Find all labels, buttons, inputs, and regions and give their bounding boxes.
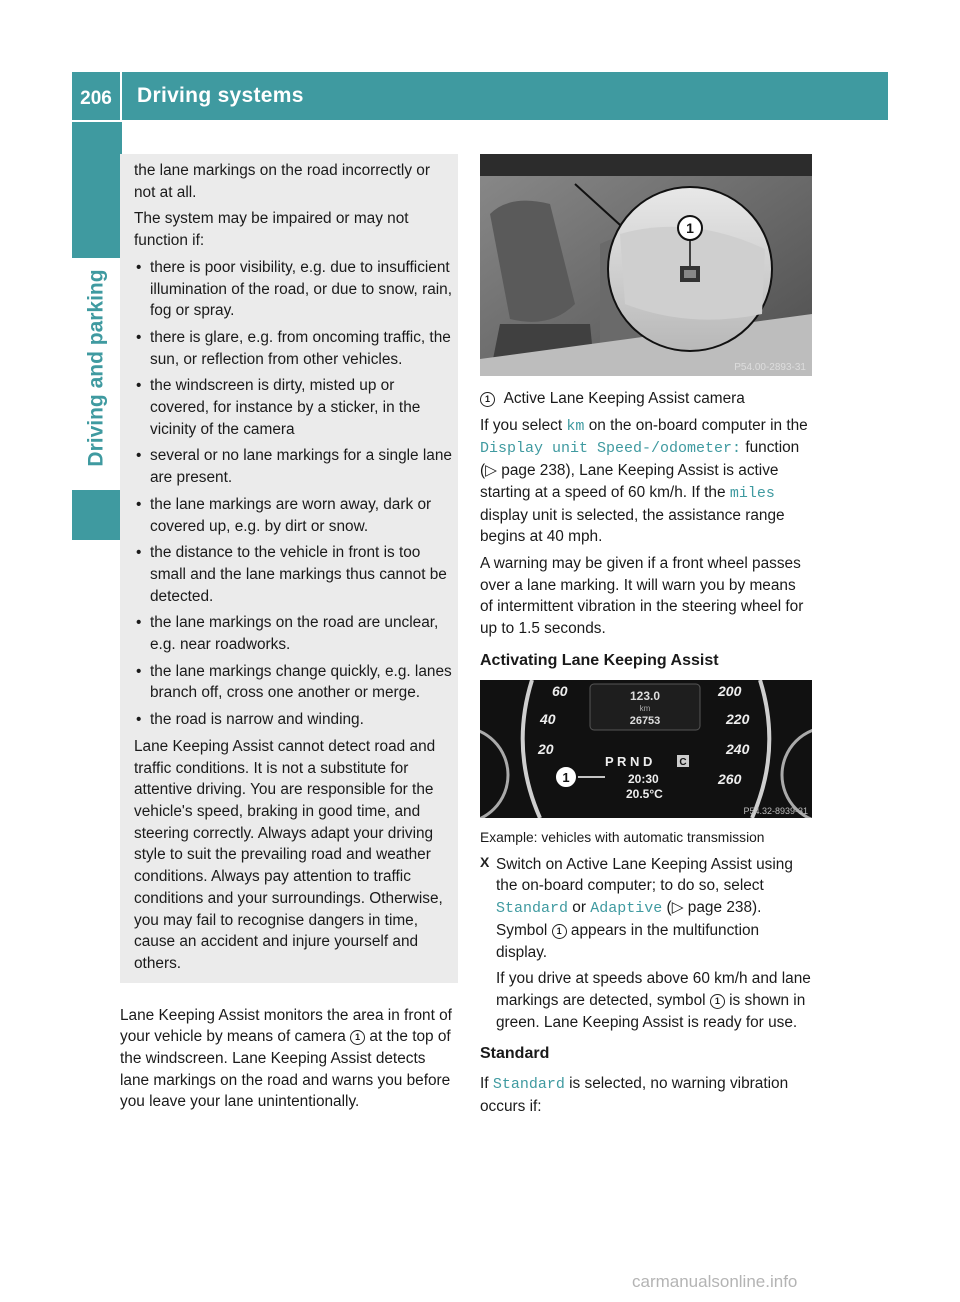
- list-item: • the distance to the vehicle in front is too small and the lane markings thus cannot be detected.: [134, 542, 452, 607]
- page-number: 206: [72, 72, 122, 120]
- svg-text:200: 200: [718, 682, 742, 699]
- list-item: • the road is narrow and winding.: [134, 709, 452, 731]
- page-ref-icon: ▷: [671, 899, 684, 917]
- svg-text:km: km: [639, 703, 651, 713]
- svg-text:240: 240: [726, 740, 750, 757]
- svg-text:220: 220: [726, 710, 750, 727]
- chapter-marker: [72, 490, 122, 540]
- svg-text:20.5°C: 20.5°C: [626, 786, 663, 801]
- body-paragraph: A warning may be given if a front wheel passes over a lane marking. It will warn you by means of intermittent vibration in the steering wheel for up to 1.5 seconds.: [480, 554, 804, 638]
- list-item: • the lane markings are worn away, dark or covered up, e.g. by dirt or snow.: [134, 494, 452, 537]
- right-column: [480, 154, 812, 1123]
- svg-text:P54.32-8939-31: P54.32-8939-31: [743, 805, 808, 816]
- instrument-cluster-photo: [480, 680, 812, 818]
- svg-text:20: 20: [538, 740, 554, 757]
- page-header: [72, 72, 888, 120]
- list-item: • the lane markings change quickly, e.g. lanes branch off, cross one another or merge.: [134, 661, 452, 704]
- svg-text:26753: 26753: [629, 714, 661, 727]
- figure-caption: 1 Active Lane Keeping Assist camera: [480, 388, 812, 410]
- callout-1-icon: 1: [552, 924, 567, 939]
- svg-text:1: 1: [562, 769, 570, 785]
- left-column: [120, 154, 458, 1118]
- heading-standard: Standard: [480, 1045, 550, 1063]
- list-item: • there is glare, e.g. from oncoming traffic, the sun, or reflection from other vehicles.: [134, 327, 452, 370]
- list-item: • there is poor visibility, e.g. due to insufficient illumination of the road, or due to snow, rain, fog or spray.: [134, 257, 452, 322]
- section-title: Driving systems: [137, 84, 304, 107]
- page-ref-icon: ▷: [485, 462, 497, 480]
- list-item: • several or no lane markings for a single lane are present.: [134, 445, 452, 488]
- heading-activating: Activating Lane Keeping Assist: [480, 651, 719, 669]
- step-text: If you drive at speeds above 60 km/h and lane markings are detected, symbol 1 is shown in green. Lane Keeping Assist is ready for use.: [496, 970, 811, 1031]
- callout-1-icon: 1: [480, 392, 495, 407]
- svg-text:20:30: 20:30: [628, 771, 659, 786]
- callout-1-icon: 1: [710, 994, 725, 1009]
- body-paragraph: If Standard is selected, no warning vibration occurs if:: [480, 1075, 789, 1116]
- cluster-illustration: [480, 680, 812, 818]
- list-item: • the windscreen is dirty, misted up or covered, for instance by a sticker, in the vicinity of the camera: [134, 375, 452, 440]
- svg-text:260: 260: [718, 770, 742, 787]
- note-paragraph: The system may be impaired or may not function if:: [134, 210, 409, 250]
- photo-callout-1: 1: [686, 220, 694, 236]
- body-paragraph: Lane Keeping Assist monitors the area in front of your vehicle by means of camera 1 at the top of the windscreen. Lane Keeping Assist detects lane markings on the road and warns you before you leave your lane unintentionally.: [120, 1006, 452, 1111]
- svg-text:60: 60: [552, 682, 568, 699]
- svg-text:P R N D: P R N D: [605, 753, 653, 769]
- svg-text:123.0: 123.0: [629, 688, 661, 703]
- windscreen-camera-illustration: [480, 154, 812, 376]
- warning-note: [120, 154, 458, 983]
- svg-text:40: 40: [540, 710, 556, 727]
- impairment-list: [134, 257, 452, 731]
- side-tab-bar: [72, 122, 122, 258]
- svg-text:C: C: [679, 756, 687, 768]
- step-text: X Switch on Active Lane Keeping Assist using the on-board computer; to do so, select Standard or Adaptive (▷ page 238). Symbol 1 appears in the multifunction display.: [496, 855, 793, 961]
- note-paragraph: the lane markings on the road incorrectly or not at all.: [134, 162, 430, 201]
- instruction-step: [480, 854, 812, 1034]
- note-paragraph: Lane Keeping Assist cannot detect road and traffic conditions. It is not a substitute for attentive driving. You are responsible for the vehicle's speed, braking in good time, and steering correctly. Always adapt your driving style to suit the prevailing road and weather conditions. Always pay attention to traffic conditions and your surroundings. Otherwise, you may fail to recognise dangers in time, cause an accident and injure yourself and others.: [134, 737, 443, 972]
- callout-1-icon: 1: [350, 1030, 365, 1045]
- body-text: [120, 1005, 458, 1114]
- figure-caption: Example: vehicles with automatic transmission: [480, 829, 765, 845]
- chapter-label: Driving and parking: [85, 269, 109, 467]
- photo-code: P54.00-2893-31: [734, 362, 806, 373]
- list-item: • the lane markings on the road are unclear, e.g. near roadworks.: [134, 612, 452, 655]
- body-paragraph: If you select km on the on-board computer in the Display unit Speed-/odometer: function (▷ page 238), Lane Keeping Assist is active starting at a speed of 60 km/h. If the miles display unit is selected, the assistance range begins at 40 mph.: [480, 416, 808, 546]
- camera-photo: [480, 154, 812, 376]
- watermark: carmanualsonline.info: [632, 1272, 798, 1291]
